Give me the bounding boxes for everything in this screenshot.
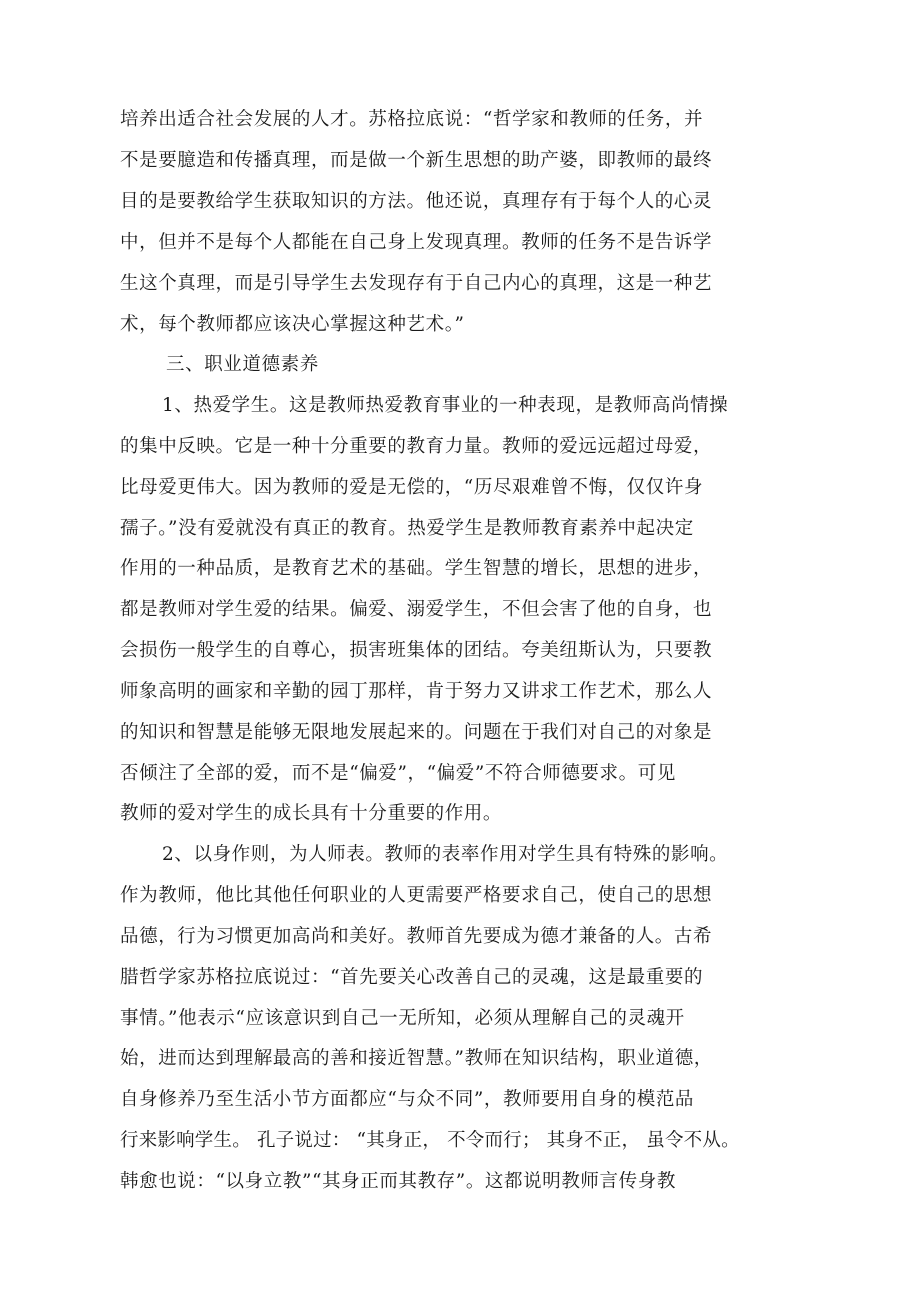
text-line: 培养出适合社会发展的人才。苏格拉底说：“哲学家和教师的任务，并 — [120, 109, 704, 130]
text-line: 中，但并不是每个人都能在自己身上发现真理。教师的任务不是告诉学 — [120, 232, 713, 253]
paragraph-first-line: 2、以身作则，为人师表。教师的表率作用对学生具有特殊的影响。 — [162, 844, 729, 865]
text-line: 目的是要教给学生获取知识的方法。他还说，真理存有于每个人的心灵 — [120, 191, 713, 212]
text-line: 的知识和智慧是能够无限地发展起来的。问题在于我们对自己的对象是 — [120, 722, 713, 743]
text-line: 教师的爱对学生的成长具有十分重要的作用。 — [120, 803, 503, 824]
text-line: 行来影响学生。 孔子说过： “其身正， 不令而行； 其身不正， 虽令不从。 — [120, 1130, 740, 1151]
text-line: 自身修养乃至生活小节方面都应“与众不同”，教师要用自身的模范品 — [120, 1089, 695, 1110]
text-line: 术，每个教师都应该决心掌握这种艺术。” — [120, 314, 465, 335]
text-line: 品德，行为习惯更加高尚和美好。教师首先要成为德才兼备的人。古希 — [120, 926, 713, 947]
text-line: 的集中反映。它是一种十分重要的教育力量。教师的爱远远超过母爱， — [120, 436, 713, 457]
text-line: 否倾注了全部的爱，而不是“偏爱”，“偏爱”不符合师德要求。可见 — [120, 763, 676, 784]
text-line: 生这个真理，而是引导学生去发现存有于自己内心的真理，这是一种艺 — [120, 273, 713, 294]
text-line: 韩愈也说：“以身立教”“其身正而其教存”。这都说明教师言传身教 — [120, 1171, 676, 1192]
section-heading: 三、职业道德素养 — [166, 354, 319, 375]
text-line: 师象高明的画家和辛勤的园丁那样，肯于努力又讲求工作艺术，那么人 — [120, 681, 713, 702]
text-line: 作为教师，他比其他任何职业的人更需要严格要求自己，使自己的思想 — [120, 885, 713, 906]
text-line: 不是要臆造和传播真理，而是做一个新生思想的助产婆，即教师的最终 — [120, 150, 713, 171]
text-line: 作用的一种品质，是教育艺术的基础。学生智慧的增长，思想的进步， — [120, 558, 713, 579]
text-line: 都是教师对学生爱的结果。偏爱、溺爱学生，不但会害了他的自身，也 — [120, 599, 713, 620]
text-line: 始，进而达到理解最高的善和接近智慧。”教师在知识结构，职业道德， — [120, 1048, 713, 1069]
text-line: 事情。”他表示“应该意识到自己一无所知，必须从理解自己的灵魂开 — [120, 1008, 685, 1029]
paragraph-first-line: 1、热爱学生。这是教师热爱教育事业的一种表现，是教师高尚情操 — [162, 395, 729, 416]
text-line: 比母爱更伟大。因为教师的爱是无偿的，“历尽艰难曾不悔，仅仅许身 — [120, 477, 704, 498]
text-line: 腊哲学家苏格拉底说过：“首先要关心改善自己的灵魂，这是最重要的 — [120, 967, 704, 988]
text-line: 会损伤一般学生的自尊心，损害班集体的团结。夸美纽斯认为，只要教 — [120, 640, 713, 661]
text-line: 孺子。”没有爱就没有真正的教育。热爱学生是教师教育素养中起决定 — [120, 518, 694, 539]
